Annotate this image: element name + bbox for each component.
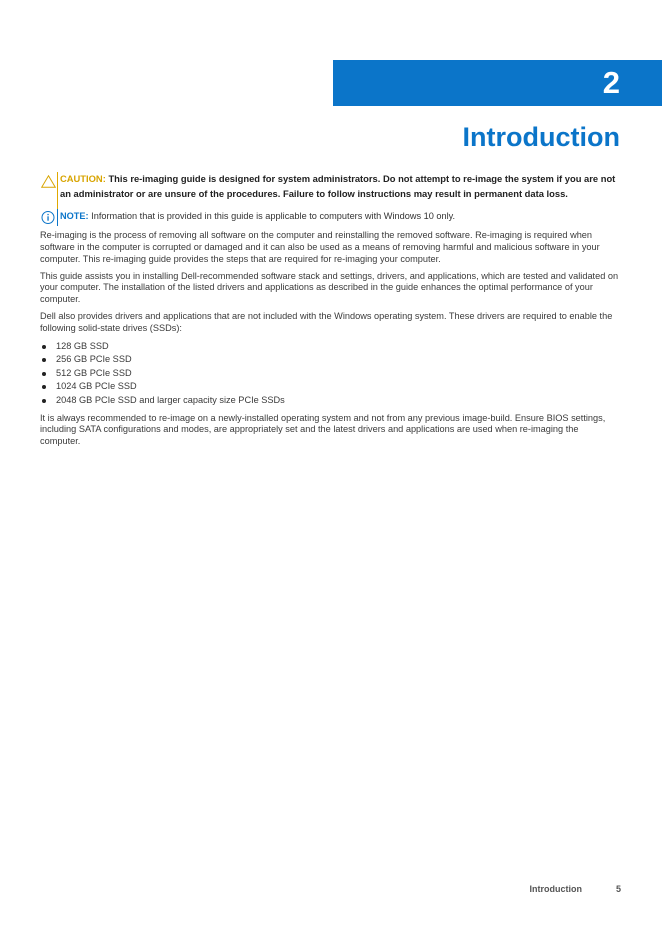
paragraph-recommendation: It is always recommended to re-image on a newly-installed operating system and not from any previous image-build. Ensure BIOS settings, including SATA configurations and modes, are appropriately set and the latest drivers and applications are used when re-imaging the computer.	[40, 412, 606, 447]
note-text	[59, 209, 620, 224]
page-title: Introduction	[462, 122, 620, 152]
note-callout	[40, 209, 620, 224]
note-label: NOTE:	[60, 211, 89, 222]
list-item: 2048 GB PCIe SSD and larger capacity size PCIe SSDs	[40, 394, 620, 408]
paragraph-drivers: Dell also provides drivers and applications that are not included with the Windows operating system. These drivers are required to enable the following solid-state drives (SSDs):	[40, 310, 613, 333]
caution-label: CAUTION:	[60, 173, 106, 184]
caution-body: This re-imaging guide is designed for system administrators. Do not attempt to re-image the system if you are not an administrator or are unsure of the procedures. Failure to follow instructions may result in permanent data loss.	[60, 173, 616, 199]
list-item: 128 GB SSD	[40, 340, 620, 354]
footer-page-number: 5	[615, 884, 621, 894]
footer-section-title: Introduction	[529, 884, 582, 894]
caution-callout	[40, 172, 620, 201]
warning-triangle-icon	[41, 175, 56, 188]
page-content	[40, 172, 620, 453]
list-item: 1024 GB PCIe SSD	[40, 380, 620, 394]
list-item: 512 GB PCIe SSD	[40, 367, 620, 381]
ssd-list	[40, 340, 620, 408]
info-circle-icon	[41, 210, 56, 225]
paragraph-reimaging: Re-imaging is the process of removing all software on the computer and reinstalling the removed software. Re-imaging is required when software in the computer is corrupted or damaged and it can also be used as a means of removing harmful and malicious software in your computer. This re-imaging guide provides the steps that are required for re-imaging your computer.	[40, 230, 600, 264]
note-divider	[57, 209, 58, 226]
chapter-number: 2	[602, 65, 620, 100]
paragraph-guide: This guide assists you in installing Dell-recommended software stack and settings, drivers, and applications, which are tested and validated on your computer. The installation of the listed drivers and applications as described in the guide enhances the optimal performance of your computer.	[40, 270, 619, 305]
caution-text	[59, 172, 620, 201]
note-body: Information that is provided in this guide is applicable to computers with Windows 10 only.	[91, 211, 456, 222]
list-item: 256 GB PCIe SSD	[40, 353, 620, 367]
